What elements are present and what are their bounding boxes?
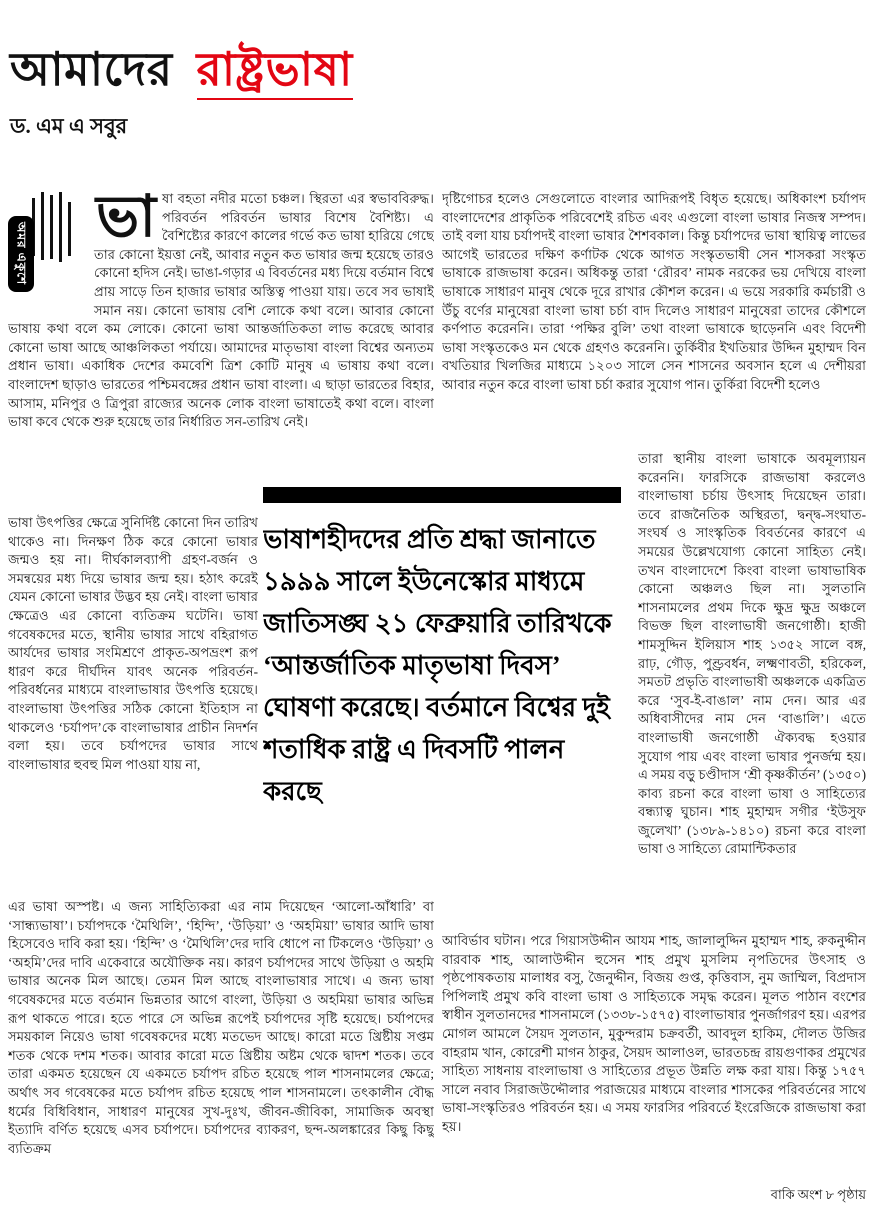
body-text-left-bottom: এর ভাষা অস্পষ্ট। এ জন্য সাহিত্যিকরা এর নাম দিয়েছেন ‘আলো-আঁধারি’ বা ‘সান্ধ্যভাষা’। চর্যাপদকে ‘মৈথিলি’, ‘হিন্দি’, ‘উড়িয়া’ ও ‘অহমিয়া’ ভাষার আদি ভাষা হিসেবেও দাবি করা হয়। ‘হিন্দি’ ও ‘মৈথিলি’দের দাবি ধোপে না টিকলেও ‘উড়িয়া’ ও ‘অহমি’দের দাবি একেবারে অযৌক্তিক নয়। কারণ চর্যাপদের সাথে উড়িয়া ও অহমি ভাষার অনেক মিল আছে। তেমন মিল আছে বাংলাভাষার সাথে। এ জন্য ভাষা গবেষকদের মতে বর্তমান ভিন্নতার আগে বাংলা, উড়িয়া ও অহমিয়া ভাষার অভিন্ন রূপ থাকতে পারে। হতে পারে সে অভিন্ন রূপেই চর্যাপদের সৃষ্টি হয়েছে। চর্যাপদের সময়কাল নিয়েও ভাষা গবেষকদের মধ্যে মতভেদ আছে। কারো মতে খ্রিষ্টীয় সপ্তম শতক থেকে দশম শতক। আবার কারো মতে খ্রিষ্টীয় অষ্টম থেকে দ্বাদশ শতক। তবে তারা একমত হয়েছেন যে একমতে চর্যাপদ রচিত হয়েছে পাল শাসনামলের ক্ষেত্রে; অর্থাৎ সব গবেষকের মতে চর্যাপদ রচিত হয়েছে পাল শাসনামলে। তৎকালীন বৌদ্ধ ধর্মের বিধিবিধান, সাধারণ মানুষের সুখ-দুঃখ, জীবন-জীবিকা, সামাজিক অবস্থা ইত্যাদি বর্ণিত হয়েছে এসব চর্যাপদে। চর্যাপদের ব্যাকরণ, ছন্দ-অলঙ্কারের কিছু কিছু ব্যতিক্রম xyxy=(8,899,434,1156)
body-text-right-bottom: আবির্ভাব ঘটান। পরে গিয়াসউদ্দীন আযম শাহ, জালালুদ্দিন মুহাম্মদ শাহ, রুকনুদ্দীন বারবাক শাহ, আলাউদ্দীন হুসেন শাহ প্রমুখ মুসলিম নৃপতিদের উৎসাহ ও পৃষ্ঠপোষকতায় মালাধর বসু, জৈনুদ্দীন, বিজয় গুপ্ত, কৃত্তিবাস, নুম জাম্মিল, বিপ্রদাস পিপিলাই প্রমুখ কবি বাংলা ভাষা ও সাহিত্যকে সমৃদ্ধ করেন। মূলত পাঠান বংশের স্বাধীন সুলতানদের শাসনামলে (১৩৩৮-১৫৭৫) বাংলাভাষার পুনর্জাগরণ হয়। এরপর মোগল আমলে সৈয়দ সুলতান, মুকুন্দরাম চক্রবর্তী, আবদুল হাকিম, দৌলত উজির বাহরাম খান, কোরেশী মাগন ঠাকুর, সৈয়দ আলাওল, ভারতচন্দ্র রায়গুণাকর প্রমুখের সাহিত্য সাধনায় বাংলাভাষা ও সাহিত্যের প্রভূত উন্নতি লক্ষ করা যায়। কিন্তু ১৭৫৭ সালে নবাব সিরাজউদ্দৌলার পরাজয়ের মাধ্যমে বাংলার শাসকের পরিবর্তনের সাথে ভাষা-সংস্কৃতিরও পরিবর্তন হয়। এ সময় ফারসির পরিবর্তে ইংরেজিকে রাজভাষা করা হয়। xyxy=(442,933,866,1134)
article-left-column-top xyxy=(8,190,434,512)
body-text-right-top: দৃষ্টিগোচর হলেও সেগুলোতে বাংলার আদিরূপই বিধৃত হয়েছে। অধিকাংশ চর্যাপদ বাংলাদেশের প্রাকৃতিক পরিবেশেই রচিত এবং এগুলো বাংলা ভাষার নিজস্ব সম্পদ। তাই বলা যায় চর্যাপদই বাংলা ভাষার শৈশবকাল। কিন্তু চর্যাপদের ভাষা স্থায়িত্ব লাভের আগেই ভারতের দক্ষিণ কর্ণাটক থেকে আগত সংস্কৃতভাষী সেন শাসকরা সংস্কৃত ভাষাকে রাজভাষা করেন। অধিকন্তু তারা ‘রৌরব’ নামক নরকের ভয় দেখিয়ে বাংলা ভাষাকে সাধারণ মানুষ থেকে দূরে রাখার কৌশল করেন। এ ভয়ে সরকারি কর্মচারী ও উঁচু বর্ণের মানুষেরা বাংলা ভাষা চর্চা বাদ দিলেও সাধারণ মানুষেরা তাদের কৌশলে কর্ণপাত করেননি। তারা ‘পক্ষির বুলি’ তথা বাংলা ভাষাকে ছাড়েননি এবং বিদেশী ভাষা সংস্কৃতকেও মন থেকে গ্রহণও করেননি। তুর্কিবীর ইখতিয়ার উদ্দিন মুহাম্মদ বিন বখতিয়ার খিলজির মাধ্যমে ১২০৩ সালে সেন শাসনের অবসান হলে এ দেশীয়রা আবার নতুন করে বাংলা ভাষা চর্চা করার সুযোগ পান। তুর্কিরা বিদেশী হলেও xyxy=(442,191,866,392)
drop-cap: ভা xyxy=(96,190,157,249)
article-left-column-middle xyxy=(8,514,258,896)
article-right-column-middle xyxy=(638,450,866,928)
pull-quote-text: ভাষাশহীদদের প্রতি শ্রদ্ধা জানাতে ১৯৯৯ সালে ইউনেস্কোর মাধ্যমে জাতিসঙ্ঘ ২১ ফেব্রুয়ারি তারিখকে ‘আন্তর্জাতিক মাতৃভাষা দিবস’ ঘোষণা করেছে। বর্তমানে বিশ্বের দুই শতাধিক রাষ্ট্র এ দিবসটি পালন করছে xyxy=(263,525,612,806)
article-right-column-top xyxy=(442,190,866,448)
continuation-note: বাকি অংশ ৮ পৃষ্ঠায় xyxy=(770,1187,866,1202)
title-red-part: রাষ্ট্রভাষা xyxy=(197,44,353,100)
article-left-column-bottom xyxy=(8,898,434,1214)
article-right-column-bottom xyxy=(442,932,866,1182)
page-title xyxy=(10,35,353,111)
amar-ekushe-badge: অমর একুশে xyxy=(8,216,34,292)
amar-ekushe-badge-column xyxy=(8,190,94,302)
body-text-left-mid: ভাষা উৎপত্তির ক্ষেত্রে সুনির্দিষ্ট কোনো দিন তারিখ থাকেও না। দিনক্ষণ ঠিক করে কোনো ভাষার জন্মও হয় না। দীর্ঘকালব্যাপী গ্রহণ-বর্জন ও সমন্বয়ের মধ্য দিয়ে ভাষার জন্ম হয়। হঠাৎ করেই যেমন কোনো ভাষার উদ্ভব হয় নেই। বাংলা ভাষার ক্ষেত্রেও এর কোনো ব্যতিক্রম ঘটেনি। ভাষা গবেষকদের মতে, স্থানীয় ভাষার সাথে বহিরাগত আর্যদের ভাষার সংমিশ্রণে প্রাকৃত-অপভ্রংশ রূপ ধারণ করে দীর্ঘদিন যাবৎ অনেক পরিবর্তন-পরিবর্ধনের মাধ্যমে বাংলাভাষার উৎপত্তি হয়েছে। বাংলাভাষা উৎপত্তির সঠিক কোনো ইতিহাস না থাকলেও ‘চর্যাপদ’কে বাংলাভাষার প্রাচীন নিদর্শন বলা হয়। তবে চর্যাপদের ভাষার সাথে বাংলাভাষার হুবহু মিল পাওয়া যায় না, xyxy=(8,515,258,772)
body-text-right-mid: তারা স্থানীয় বাংলা ভাষাকে অবমূল্যায়ন করেননি। ফারসিকে রাজভাষা করলেও বাংলাভাষা চর্চায় উৎসাহ দিয়েছেন তারা। তবে রাজনৈতিক অস্থিরতা, দ্বন্দ্ব-সংঘাত-সংঘর্ষ ও সাংস্কৃতিক বিবর্তনের কারণে এ সময়ের উল্লেখযোগ্য কোনো সাহিত্য নেই। তখন বাংলাদেশে কিংবা বাংলা ভাষাভাষিক কোনো অঞ্চলও ছিল না। সুলতানি শাসনামলের প্রথম দিকে ক্ষুদ্র ক্ষুদ্র অঞ্চলে বিভক্ত ছিল বাংলাভাষী জনগোষ্ঠী। হাজী শামসুদ্দিন ইলিয়াস শাহ ১৩৫২ সালে বঙ্গ, রাঢ়, গৌড়, পুণ্ড্রবর্ধন, লক্ষ্মণাবতী, হরিকেল, সমতট প্রভৃতি বাংলাভাষী অঞ্চলকে একত্রিত করে ‘সুব-ই-বাঙাল’ নাম দেন। আর এর অধিবাসীদের নাম দেন ‘বাঙালি’। এতে বাংলাভাষী জনগোষ্ঠী ঐক্যবদ্ধ হওয়ার সুযোগ পায় এবং বাংলা ভাষার পুনর্জন্ম হয়। এ সময় বড়ু চণ্ডীদাস ‘শ্রী কৃষ্ণকীর্তন’ (১৩৫০) কাব্য রচনা করে বাংলা ভাষা ও সাহিত্যের বন্ধ্যাত্ব ঘুচান। শাহ মুহাম্মদ সগীর ‘ইউসুফ জুলেখা’ (১৩৮৯-১৪১০) রচনা করে বাংলা ভাষা ও সাহিত্যে রোমান্টিকতার xyxy=(638,451,866,857)
pull-quote-block xyxy=(263,487,625,893)
title-black-part: আমাদের xyxy=(10,43,173,95)
shaheed-minar-lines-icon xyxy=(32,192,71,262)
body-text-left-top: ষা বহতা নদীর মতো চঞ্চল। স্থিরতা এর স্বভাববিরুদ্ধ। পরিবর্তন পরিবর্তন ভাষার বিশেষ বৈশিষ্ট্য। এ বৈশিষ্ট্যের কারণে কালের গর্ভে কত ভাষা হারিয়ে গেছে তার কোনো ইয়ত্তা নেই, আবার নতুন কত ভাষার জন্ম হয়েছে তারও কোনো হদিস নেই। ভাঙা-গড়ার এ বিবর্তনের মধ্য দিয়ে বর্তমান বিশ্বে প্রায় সাড়ে তিন হাজার ভাষার অস্তিত্ব পাওয়া যায়। তবে সব ভাষাই সমান নয়। কোনো ভাষায় বেশি লোকে কথা বলে। আবার কোনো ভাষায় কথা বলে কম লোকে। কোনো ভাষা আন্তর্জাতিকতা লাভ করেছে আবার কোনো ভাষা আছে আঞ্চলিকতা পর্যায়ে। আমাদের মাতৃভাষা বাংলা বিশ্বের অন্যতম প্রধান ভাষা। একাধিক দেশের কমবেশি ত্রিশ কোটি মানুষ এ ভাষায় কথা বলে। বাংলাদেশ ছাড়াও ভারতের পশ্চিমবঙ্গের প্রধান ভাষা বাংলা। এ ছাড়া ভারতের বিহার, আসাম, মনিপুর ও ত্রিপুরা রাজ্যের অনেক লোক বাংলা ভাষাতেই কথা বলে। বাংলা ভাষা কবে থেকে শুরু হয়েছে তার নির্ধারিত সন-তারিখ নেই। xyxy=(8,191,434,430)
pull-quote-top-bar xyxy=(263,487,621,503)
author-byline: ড. এম এ সবুর xyxy=(10,114,128,138)
